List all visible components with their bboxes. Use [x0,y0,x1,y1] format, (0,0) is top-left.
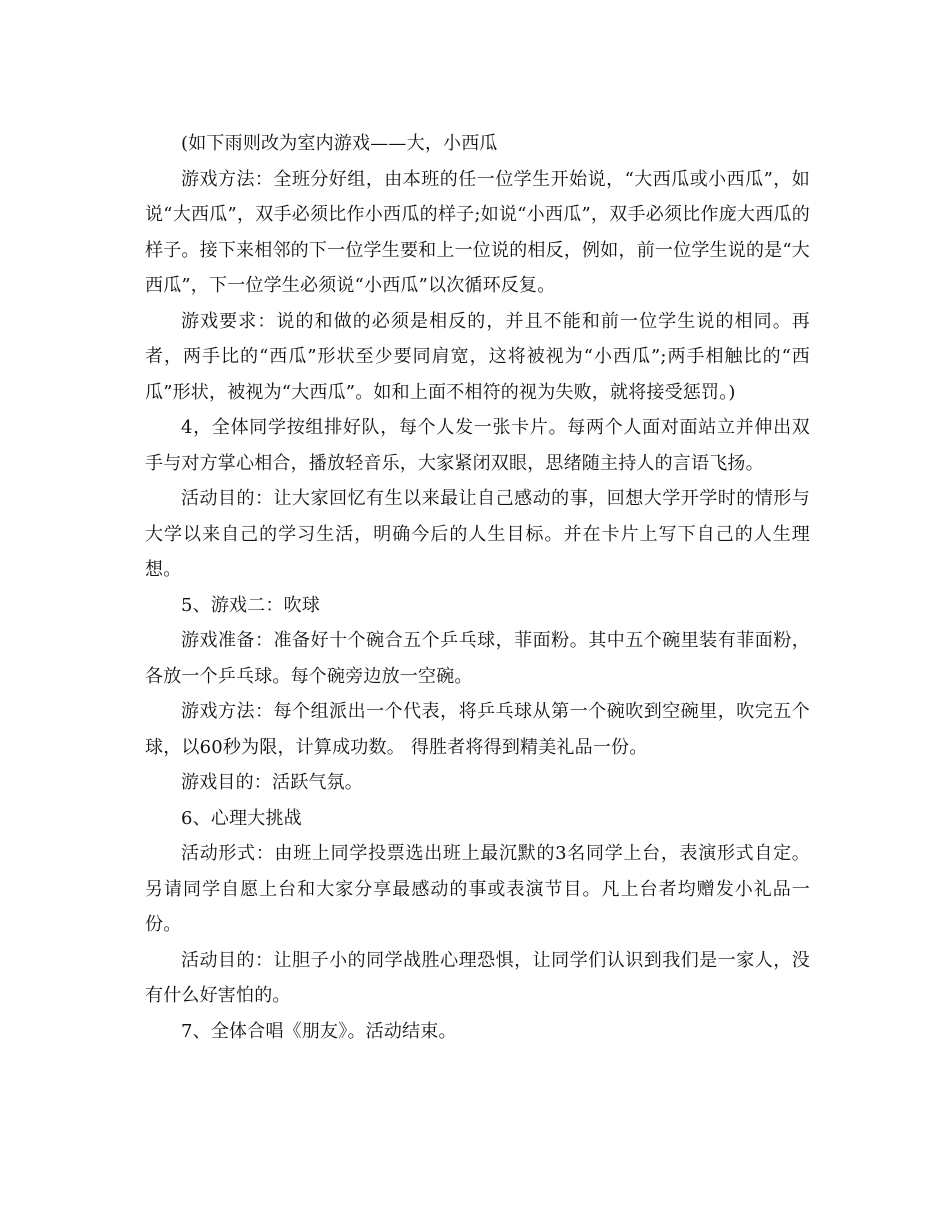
paragraph-blow-ball-method: 游戏方法：每个组派出一个代表，将乒乓球从第一个碗吹到空碗里，吹完五个球，以60秒为限，计算成功数。 得胜者将得到精美礼品一份。 [145,701,810,758]
paragraph-step-4: 4，全体同学按组排好队，每个人发一张卡片。每两个人面对面站立并伸出双手与对方掌心相合，播放轻音乐，大家紧闭双眼，思绪随主持人的言语飞扬。 [145,417,810,474]
paragraph-game-purpose: 游戏目的：活跃气氛。 [181,772,363,793]
paragraph-step-7: 7、全体合唱《朋友》。活动结束。 [181,1020,457,1042]
paragraph-activity-form: 活动形式：由班上同学投票选出班上最沉默的3名同学上台，表演形式自定。另请同学自愿上台和大家分享最感动的事或表演节目。凡上台者均赠发小礼品一份。 [145,843,810,935]
paragraph-game-requirements: 游戏要求：说的和做的必须是相反的，并且不能和前一位学生说的相同。再者，两手比的“西瓜”形状至少要同肩宽，这将被视为“小西瓜”;两手相触比的“西瓜”形状，被视为“大西瓜”。如和上面不相符的视为失败，就将接受惩罚。) [145,310,810,403]
paragraph-game-method: 游戏方法：全班分好组，由本班的任一位学生开始说，“大西瓜或小西瓜”，如说“大西瓜”，双手必须比作小西瓜的样子;如说“小西瓜”，双手必须比作庞大西瓜的样子。接下来相邻的下一位学生要和上一位说的相反，例如，前一位学生说的是“大西瓜”，下一位学生必须说“小西瓜”以次循环反复。 [145,168,810,296]
paragraph-activity-purpose-1: 活动目的：让大家回忆有生以来最让自己感动的事，回想大学开学时的情形与大学以来自己的学习生活，明确今后的人生目标。并在卡片上写下自己的人生理想。 [145,488,810,580]
paragraph-rain-game-intro: (如下雨则改为室内游戏——大，小西瓜 [181,133,498,154]
paragraph-step-6-heading: 6、心理大挑战 [181,807,302,829]
paragraph-game-preparation: 游戏准备：准备好十个碗合五个乒乓球，菲面粉。其中五个碗里装有菲面粉，各放一个乒乓球。每个碗旁边放一空碗。 [145,630,810,687]
paragraph-activity-purpose-2: 活动目的：让胆子小的同学战胜心理恐惧，让同学们认识到我们是一家人，没有什么好害怕的。 [145,949,810,1006]
document-page [145,126,810,1049]
paragraph-step-5-heading: 5、游戏二：吹球 [181,594,321,616]
